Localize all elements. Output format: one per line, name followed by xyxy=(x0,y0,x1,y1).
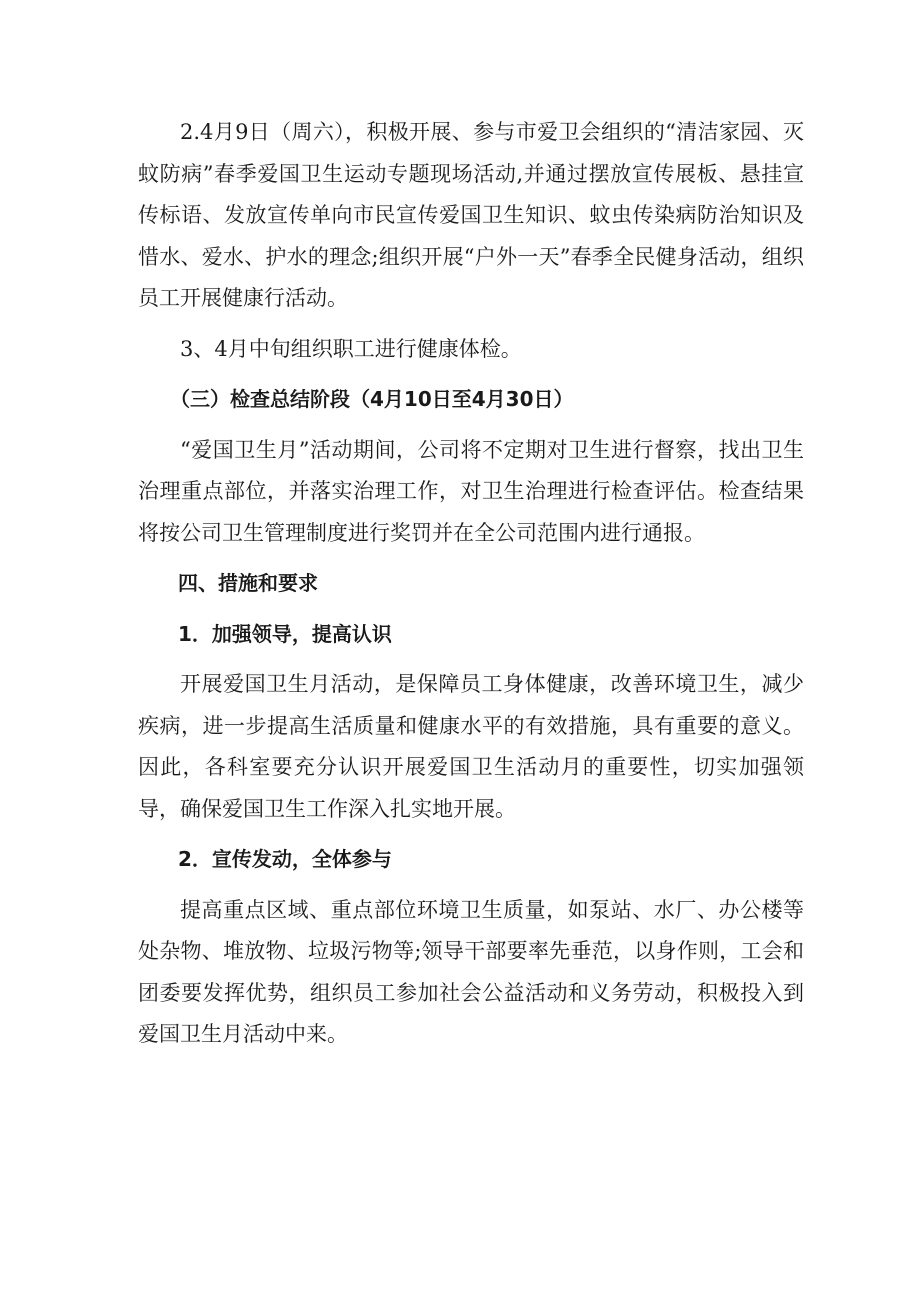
subheading-publicity: 2．宣传发动，全体参与 xyxy=(178,847,392,871)
paragraph-publicity: 提高重点区域、重点部位环境卫生质量，如泵站、水厂、办公楼等处杂物、堆放物、垃圾污物等;领导干部要率先垂范，以身作则，工会和团委要发挥优势，组织员工参加社会公益活动和义务劳动，积极投入到爱国卫生月活动中来。 xyxy=(138,897,804,1046)
paragraph-leadership: 开展爱国卫生月活动，是保障员工身体健康，改善环境卫生，减少疾病，进一步提高生活质量和健康水平的有效措施，具有重要的意义。因此，各科室要充分认识开展爱国卫生活动月的重要性，切实加强领导，确保爱国卫生工作深入扎实地开展。 xyxy=(138,672,804,821)
subheading-leadership: 1．加强领导，提高认识 xyxy=(178,621,392,646)
section-heading-inspection: （三）检查总结阶段（4月10日至4月30日） xyxy=(170,387,574,411)
document-body xyxy=(138,112,804,1065)
paragraph-item-2: 2.4月9日（周六），积极开展、参与市爱卫会组织的“清洁家园、灭蚊防病”春季爱国卫生运动专题现场活动,并通过摆放宣传展板、悬挂宣传标语、发放宣传单向市民宣传爱国卫生知识、蚊虫传染病防治知识及惜水、爱水、护水的理念;组织开展“户外一天”春季全民健身活动，组织员工开展健康行活动。 xyxy=(138,120,804,310)
paragraph-inspection: “爱国卫生月”活动期间，公司将不定期对卫生进行督察，找出卫生治理重点部位，并落实治理工作，对卫生治理进行检查评估。检查结果将按公司卫生管理制度进行奖罚并在全公司范围内进行通报。 xyxy=(138,437,804,545)
section-heading-measures: 四、措施和要求 xyxy=(178,571,318,595)
paragraph-item-3: 3、4月中旬组织职工进行健康体检。 xyxy=(180,336,522,361)
